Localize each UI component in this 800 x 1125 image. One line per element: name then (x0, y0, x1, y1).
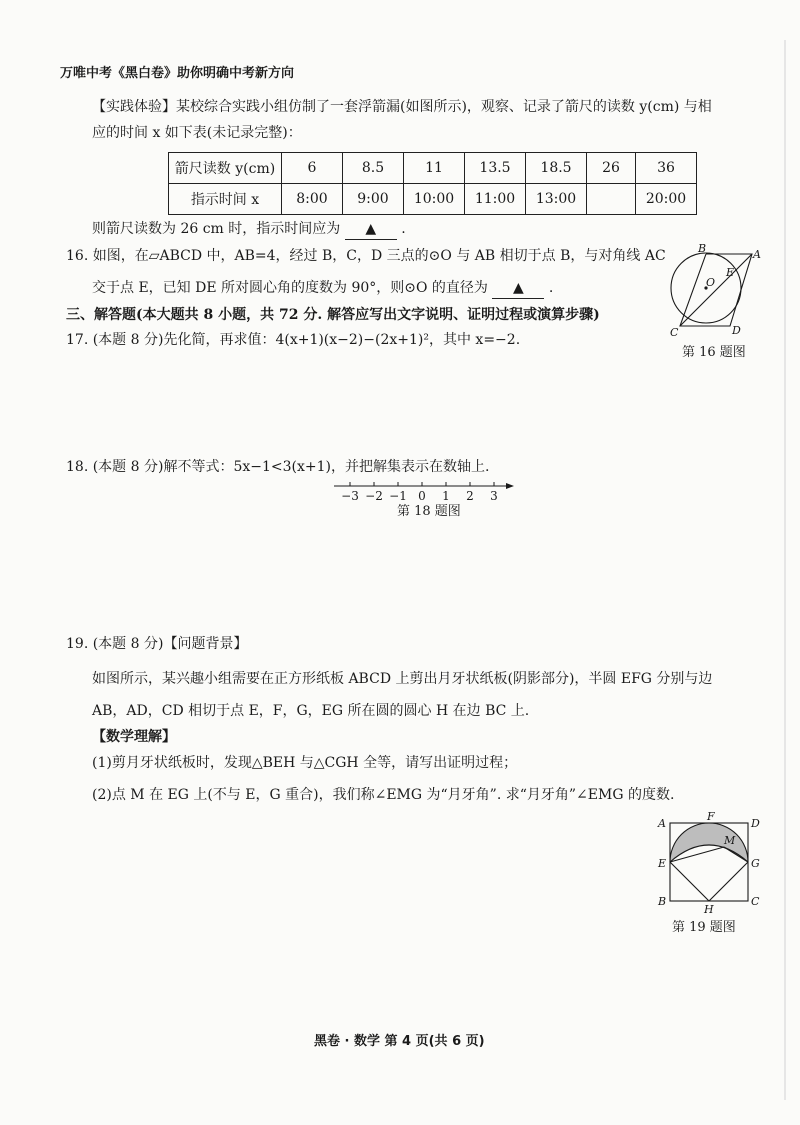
table-cell: 18.5 (526, 153, 587, 184)
q19-figure (652, 810, 772, 920)
q18-figure-caption: 第 18 题图 (397, 504, 461, 519)
label-a: A (753, 248, 761, 261)
table-cell: 9:00 (343, 184, 404, 215)
q19-line1: 如图所示，某兴趣小组需要在正方形纸板 ABCD 上剪出月牙状纸板(阴影部分)，半圆 EFG 分别与边 (92, 671, 713, 687)
label-c: C (670, 326, 679, 339)
number-line-tick-label: 0 (418, 489, 426, 503)
number-line-tick-label: 3 (490, 489, 498, 503)
table-cell: 13:00 (526, 184, 587, 215)
q16-answer-blank: ▲ (492, 278, 544, 299)
section-3-title: 三、解答题(本大题共 8 小题，共 72 分. 解答应写出文字说明、证明过程或演算步骤) (66, 307, 600, 323)
table-cell (587, 184, 636, 215)
q16-figure-caption: 第 16 题图 (682, 345, 746, 360)
label-a: A (658, 817, 666, 830)
q16-line2 (92, 278, 553, 299)
table-row (169, 184, 697, 215)
label-o: O (706, 276, 716, 289)
label-b: B (698, 242, 707, 255)
table-cell: 6 (282, 153, 343, 184)
table-cell: 11:00 (465, 184, 526, 215)
q16-figure (660, 242, 770, 346)
table-cell: 指示时间 x (169, 184, 282, 215)
number-line-tick-label: 2 (466, 489, 474, 503)
q19-line2: AB，AD，CD 相切于点 E，F，G，EG 所在圆的圆心 H 在边 BC 上. (92, 703, 530, 719)
label-e: E (726, 266, 735, 279)
table-cell: 11 (404, 153, 465, 184)
q18-text: 18. (本题 8 分)解不等式：5x−1<3(x+1)，并把解集表示在数轴上. (66, 459, 490, 475)
q15-intro-line1: 【实践体验】某校综合实践小组仿制了一套浮箭漏(如图所示)，观察、记录了箭尺的读数 y(cm) 与相 (92, 99, 712, 115)
q19-seg-eh (670, 862, 709, 901)
label-d: D (751, 817, 760, 830)
q16-line2-prefix: 交于点 E，已知 DE 所对圆心角的度数为 90°，则⊙O 的直径为 (92, 280, 488, 296)
q19-title: 19. (本题 8 分)【问题背景】 (66, 636, 248, 652)
table-cell: 36 (636, 153, 697, 184)
table-cell: 13.5 (465, 153, 526, 184)
table-cell: 8:00 (282, 184, 343, 215)
number-line-tick-label: −3 (341, 489, 359, 503)
label-h: H (704, 903, 714, 916)
label-m: M (724, 834, 736, 847)
label-d: D (732, 324, 741, 337)
q19-part1: (1)剪月牙状纸板时，发现△BEH 与△CGH 全等，请写出证明过程； (92, 755, 518, 771)
q16-line1: 16. 如图，在▱ABCD 中，AB=4，经过 B，C，D 三点的⊙O 与 AB 相切于点 B，与对角线 AC (66, 248, 666, 264)
q15-intro-line2: 应的时间 x 如下表(未记录完整)： (92, 125, 302, 141)
q15-answer-prefix: 则箭尺读数为 26 cm 时，指示时间应为 (92, 221, 341, 237)
q19-crescent-shading (670, 823, 748, 862)
label-f: F (707, 810, 715, 823)
q19-subtitle: 【数学理解】 (92, 729, 176, 745)
q15-answer-suffix: . (401, 221, 406, 237)
q19-seg-gh (709, 862, 748, 901)
q17-text: 17. (本题 8 分)先化简，再求值：4(x+1)(x−2)−(2x+1)²，其中 x=−2. (66, 332, 521, 348)
label-c: C (751, 895, 760, 908)
table-row (169, 153, 697, 184)
label-g: G (751, 857, 760, 870)
q15-data-table (168, 152, 697, 215)
table-cell: 10:00 (404, 184, 465, 215)
page-edge-shadow (784, 40, 786, 1100)
q19-part2: (2)点 M 在 EG 上(不与 E，G 重合)，我们称∠EMG 为“月牙角”. 求“月牙角”∠EMG 的度数. (92, 787, 675, 803)
page-header: 万唯中考《黑白卷》助你明确中考新方向 (60, 66, 295, 81)
table-cell: 8.5 (343, 153, 404, 184)
q15-answer-blank: ▲ (345, 219, 397, 240)
table-cell: 26 (587, 153, 636, 184)
q16-answer-suffix: . (548, 280, 554, 296)
page-footer: 黑卷 · 数学 第 4 页(共 6 页) (314, 1034, 485, 1049)
label-e: E (658, 857, 667, 870)
number-line-arrow (506, 483, 514, 489)
number-line-tick-label: −1 (389, 489, 407, 503)
number-line-tick-label: −2 (365, 489, 383, 503)
number-line-tick-label: 1 (442, 489, 450, 503)
table-cell: 20:00 (636, 184, 697, 215)
label-b: B (658, 895, 667, 908)
q15-answer-line (92, 219, 406, 240)
q19-figure-caption: 第 19 题图 (672, 920, 736, 935)
table-cell: 箭尺读数 y(cm) (169, 153, 282, 184)
